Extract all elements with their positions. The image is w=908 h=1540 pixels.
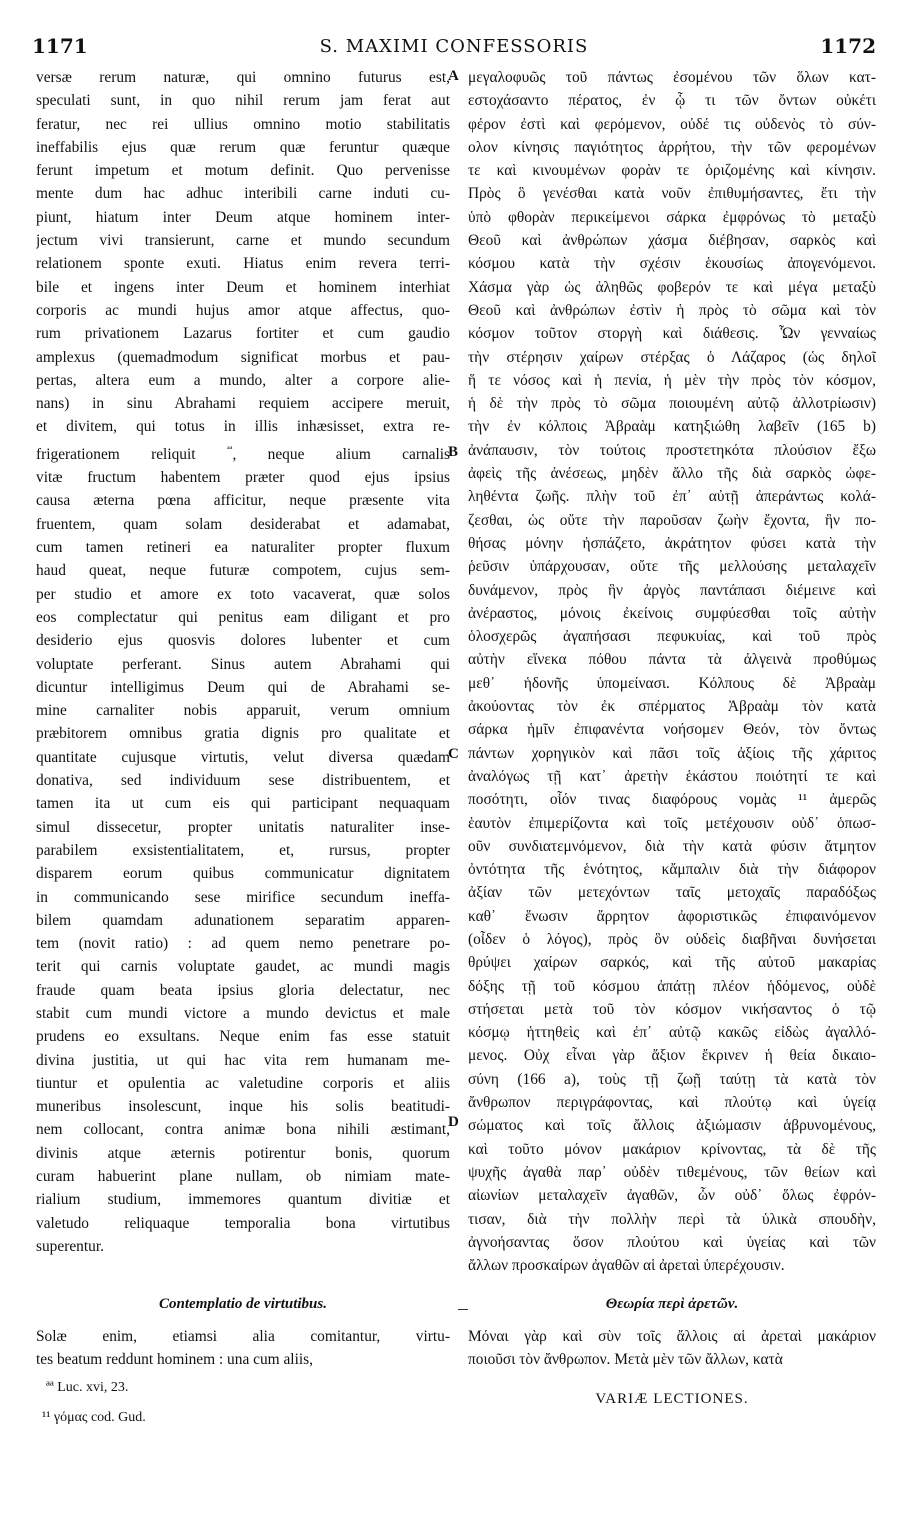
- text-line: speculati sunt, in quo nihil rerum jam ferat aut: [36, 92, 450, 110]
- latin-column: [36, 66, 450, 1258]
- text-line: tamen ita ut cum eis qui participant nequaquam: [36, 795, 450, 813]
- text-line: divina justitia, ut qui hac vita rem humanam me-: [36, 1051, 450, 1069]
- text-line: ἥ τε νόσος καὶ ἡ πενία, ἡ μὲν τὴν πρὸς τὸν κόσμον,: [468, 371, 876, 389]
- text-line: μεθ᾽ ἡδονῆς ὑπομείνασι. Κόλπους δὲ Ἀβραὰμ: [468, 674, 876, 692]
- text-line: terit qui carnis voluptate gaudet, ac mundi magis: [36, 958, 450, 976]
- text-line: relationem sponte exuti. Hiatus enim revera terri-: [36, 255, 450, 273]
- text-line-part: frigerationem reliquit: [36, 445, 227, 463]
- text-line: κόσμῳ ἡττηθεὶς καὶ ἐπ᾽ αὐτῷ κακῶς εἰδὼς ἀγαλλό-: [468, 1024, 876, 1042]
- text-line: αὐτὴν εἵνεκα πόθου πάντα τὰ ἀλγεινὰ προθύμως: [468, 651, 876, 669]
- column-end-rule: [458, 1309, 468, 1310]
- text-line: φέρον ἐστὶ καὶ φερόμενον, οὐδέ τις οὐδενὸς τὸ σύν-: [468, 115, 876, 133]
- text-line: δυνάμενον, πρὸς ἣν ἀργὸς παντάπασι διέμεινε καὶ: [468, 581, 876, 599]
- page-number-right: 1172: [820, 34, 876, 58]
- greek-section-text: [468, 1325, 876, 1372]
- text-line: ineffabilis ejus quæ rerum quæ feruntur quæque: [36, 138, 450, 156]
- variae-lectiones-heading: VARIÆ LECTIONES.: [595, 1391, 749, 1407]
- latin-footnote: ªª Luc. xvi, 23.: [46, 1380, 129, 1395]
- text-line: αἰωνίων μεταλαχεῖν ἀγαθῶν, ὧν οὐδ᾽ ὅλως ἐφρόν-: [468, 1187, 876, 1205]
- text-line: Solæ enim, etiamsi alia comitantur, virtu-: [36, 1328, 450, 1345]
- text-line: parabilem exsistentialitatem, et, rursus, propter: [36, 841, 450, 859]
- greek-footnote: ¹¹ γόμας cod. Gud.: [42, 1410, 146, 1425]
- text-line: ferunt impetum et motum definit. Quo pervenisse: [36, 162, 450, 180]
- page-number-left: 1171: [32, 34, 88, 58]
- text-line: nans) in sinu Abrahami requiem accipere meruit,: [36, 395, 450, 413]
- text-line: præbitorem omnibus gratia dignis pro qualitate et: [36, 725, 450, 743]
- text-line: valetudo reliquaque temporalia bona virtutibus: [36, 1214, 450, 1232]
- text-line: rialium studium, immemores quantum divitiæ et: [36, 1191, 450, 1209]
- text-line: ψυχῆς ἀγαθὰ παρ᾽ οὐδὲν τιθεμένους, τῶν θείων καὶ: [468, 1163, 876, 1181]
- text-line: piunt, hiatum inter Deum atque hominem inter-: [36, 208, 450, 226]
- text-line: Χάσμα γὰρ ὡς ἀληθῶς φοβερόν τε καὶ μέγα μεταξὺ: [468, 278, 876, 296]
- text-line: cum tamen retineri ea naturaliter propter fluxum: [36, 539, 450, 557]
- text-line: fraude quam beata ipsius gloria delectatur, nec: [36, 981, 450, 999]
- margin-letter-b: B: [448, 444, 459, 460]
- text-line: tem (novit ratio) : ad quem nemo penetrare po-: [36, 935, 450, 953]
- text-line: Μόναι γὰρ καὶ σὺν τοῖς ἄλλοις αἱ ἀρεταὶ μακάριον: [468, 1328, 876, 1345]
- text-line: μεγαλοφυῶς τοῦ πάντως ἐσομένου τῶν ὅλων κατ-: [468, 69, 876, 86]
- text-line: τὴν ἐν κόλποις Ἀβραὰμ κατηξιώθη λαβεῖν (165 b): [468, 418, 876, 436]
- text-line: superentur.: [36, 1237, 104, 1255]
- greek-column: [468, 66, 876, 1277]
- text-line: quantitate cujusque virtutis, velut diversa quædam: [36, 748, 450, 766]
- text-line: ἀγνοήσαντας ὅσον πλούτου καὶ ὑγείας καὶ τῶν: [468, 1233, 876, 1251]
- text-line: jectum vivi transierunt, carne et mundo secundum: [36, 232, 450, 250]
- text-line: καὶ τοῦτο μόνον μακάριον κρίνοντας, τὰ δὲ τῆς: [468, 1140, 876, 1158]
- text-line: στήσεται μετὰ τοῦ τὸν κόσμον νικήσαντος ὁ τῷ: [468, 1000, 876, 1018]
- text-line: ολον κίνησις παγιότητος ἀρρήτου, τὴν τῶν φερομένων: [468, 138, 876, 156]
- text-line: εστοχάσαντο πέρατος, ἐν ᾧ τι τῶν ὄντων οὐκέτι: [468, 92, 876, 110]
- text-line: simul dissecetur, propter unitatis naturaliter inse-: [36, 818, 450, 836]
- text-line: disparem eorum quibus communicatur dignitatem: [36, 865, 450, 883]
- text-line: ὁλοσχερῶς ἀγαπήσασι πεφυκυίας, καὶ τοῦ πρὸς: [468, 628, 876, 646]
- text-line: τισαν, διὰ τὴν πολλὴν περὶ τὰ ὑλικὰ σπουδὴν,: [468, 1210, 876, 1228]
- text-line: ἑαυτὸν ἐπιμερίζοντα καὶ τοῖς μετέχουσιν οὐδ᾽ ὁπωσ-: [468, 814, 876, 832]
- text-line: κόσμου κατὰ τὴν σχέσιν ἑκουσίως ἀπογενόμενοι.: [468, 255, 876, 273]
- text-line: θήσας μόνην ἠσπάζετο, ἀκράτητον φύσει κατὰ τὴν: [468, 534, 876, 552]
- text-line: ἀφεὶς τῆς ἀνέσεως, μηδὲν ἄλλο τῆς διὰ σαρκὸς ὠφε-: [468, 465, 876, 483]
- text-line: voluptate perferant. Sinus autem Abrahami qui: [36, 655, 450, 673]
- text-line: bile et ingens inter Deum et hominem interhiat: [36, 278, 450, 296]
- text-line: καθ᾽ ἕνωσιν ἄρρητον ἀφοριστικῶς ἐπιφαινόμενον: [468, 907, 876, 925]
- text-line: donativa, sed individuum sese distribuentem, et: [36, 772, 450, 790]
- text-line: Θεοῦ καὶ ἀνθρώπων ἐστὶν ἡ πρὸς τὸ σῶμα καὶ τὸν: [468, 301, 876, 319]
- text-line: ἄλλων προσκαίρων ἀγαθῶν αἱ ἀρεταὶ ὑπερέχουσιν.: [468, 1257, 785, 1275]
- running-title: S. MAXIMI CONFESSORIS: [319, 36, 589, 57]
- text-line: οῦν συνδιατεμνόμενον, διὰ τὴν κατὰ φύσιν ἄτμητον: [468, 837, 876, 855]
- text-line: causa æterna pœna afficitur, neque præsente vita: [36, 492, 450, 510]
- text-line: ῥεῦσιν ὑπάρχουσαν, οὔτε τῆς μελλούσης μεταλαχεῖν: [468, 558, 876, 576]
- text-line: σύνη (166 a), τοὺς τῇ ζωῇ ταύτῃ τὰ κατὰ τὸν: [468, 1070, 876, 1088]
- text-line: stabit cum mundi victore a mundo devictus et male: [36, 1005, 450, 1022]
- text-line: πάντων χορηγικὸν καὶ πᾶσι τοῖς ἀξίοις τῆς χάριτος: [468, 744, 876, 762]
- text-line: feratur, nec rei ullius omnino motio stabilitatis: [36, 115, 450, 133]
- text-line: [36, 439, 450, 466]
- margin-letter-d: D: [448, 1114, 459, 1130]
- text-line: τε καὶ κινουμένων φορὰν τε ὁριζομένης καὶ κίνησιν.: [468, 162, 876, 180]
- text-line: et divitem, qui totus in illis inhæsisset, extra re-: [36, 418, 450, 436]
- text-line: in communicando sese mirifice secundum ineffa-: [36, 888, 450, 906]
- text-line: ληθέντα ζωῆς. πλὴν τοῦ ἐπ᾽ αὐτῇ ἀπεράντως κολά-: [468, 488, 876, 506]
- text-line: haud queat, neque futuræ compotem, cujus sem-: [36, 562, 450, 580]
- text-line: mine carnaliter nobis apparuit, verum omnium: [36, 702, 450, 720]
- text-line-part: , neque alium carnalis: [232, 445, 450, 463]
- text-line: tes beatum reddunt hominem : una cum aliis,: [36, 1351, 313, 1369]
- text-line: rum privationem Lazarus fortiter et cum gaudio: [36, 325, 450, 343]
- margin-letter-a: A: [448, 68, 459, 84]
- text-line: (οἶδεν ὁ λόγος), πρὸς ὃν οὐδεὶς διαβῆναι δυνήσεται: [468, 930, 876, 948]
- text-line: amplexus (quemadmodum significat morbus et pau-: [36, 348, 450, 366]
- text-line: ἀνέραστος, μόνοις ἐκείνοις συμφύεσθαι τοῖς αὐτὴν: [468, 604, 876, 622]
- text-line: pertas, altera eum a mundo, alter a corpore alie-: [36, 371, 450, 389]
- text-line: ἄνθρωπον περιγράφοντας, καὶ πλούτῳ καὶ ὑγείᾳ: [468, 1094, 876, 1112]
- latin-section-text: [36, 1325, 450, 1372]
- text-line: vitæ fructum habentem præter quod ejus ipsius: [36, 469, 450, 487]
- page-header: [32, 34, 876, 62]
- text-line: muneribus insolescunt, inque his solis beatitudi-: [36, 1098, 450, 1116]
- text-line: desiderio ejus quosvis dolores lubenter et cum: [36, 632, 450, 650]
- text-line: θρύψει χαίρων σαρκός, καὶ τῆς αὐτοῦ μακαρίας: [468, 954, 876, 972]
- footnote-mark: ªª: [226, 444, 233, 456]
- text-line: ἀναλόγως τῇ κατ᾽ ἀρετὴν ἑκάστου ποιότητί τε καὶ: [468, 767, 876, 785]
- text-line: tiuntur et opulentia ac valetudine corporis et aliis: [36, 1074, 450, 1092]
- text-line: ζεσθαι, ὡς οὔτε τὴν παροῦσαν ζωὴν ἔχοντα, ἣν πο-: [468, 511, 876, 529]
- text-line: dicuntur intelligimus Deum qui de Abrahami se-: [36, 678, 450, 696]
- text-line: ποιοῦσι τὸν ἄνθρωπον. Μετὰ μὲν τῶν ἄλλων, κατὰ: [468, 1351, 783, 1369]
- greek-section-title: Θεωρία περὶ ἀρετῶν.: [605, 1296, 739, 1312]
- text-line: ἀξίαν τῶν μετεχόντων ταῖς μετοχαῖς παραδόξως: [468, 884, 876, 902]
- text-line: prudens eo exsultans. Neque enim fas esse statuit: [36, 1028, 450, 1046]
- text-line: ὀντότητα τῆς ἑνότητος, κἄμπαλιν διὰ τὴν διάφορον: [468, 861, 876, 879]
- text-line: fruentem, quam solam desiderabat et adamabat,: [36, 515, 450, 533]
- text-line: per studio et amore ex toto vacaverat, quæ solos: [36, 585, 450, 603]
- text-line: ὑπὸ φθορὰν περικείμενοι σάρκα ἐμφρόνως τὸ μεταξὺ: [468, 208, 876, 226]
- text-line: ἡ δὲ τὴν πρὸς τὸ σῶμα ποιουμένη αὐτῷ ἀλλοτρίωσιν): [468, 395, 876, 413]
- text-line: eos complectatur qui penitus eam diligant et pro: [36, 608, 450, 626]
- text-line: σώματος καὶ τοῖς ἄλλοις ἀξιώμασιν ἁβρυνομένους,: [468, 1117, 876, 1135]
- text-line: ἀκούοντας τὸν ἐκ σπέρματος Ἀβραὰμ τὸν κατὰ: [468, 698, 876, 716]
- text-line: μενος. Οὐχ εἶναι γὰρ ἄξιον ἔκρινεν ἡ θεία δικαιο-: [468, 1047, 876, 1065]
- margin-letter-c: C: [448, 746, 459, 762]
- latin-section-title: Contemplatio de virtutibus.: [159, 1296, 327, 1312]
- text-line: mente dum hac adhuc interibili carne induti cu-: [36, 185, 450, 203]
- text-line: curam habuerint plane nullam, ob nimiam mate-: [36, 1168, 450, 1186]
- text-line: bilem quamdam adunationem separatim apparen-: [36, 911, 450, 929]
- text-line: Θεοῦ καὶ ἀνθρώπων χάσμα διέβησαν, σαρκὸς καὶ: [468, 232, 876, 250]
- text-line: σάρκα ἡμῖν ἐπιφανέντα νοήσομεν Θεόν, τὸν ὄντως: [468, 721, 876, 739]
- text-line: ποσότητι, οἷόν τινας διαφόρους νομὰς ¹¹ ἀμερῶς: [468, 791, 876, 809]
- text-line: versæ rerum naturæ, qui omnino futurus est,: [36, 69, 450, 86]
- text-line: corporis ac mundi hujus amor atque affectus, quo-: [36, 301, 450, 319]
- text-line: κόσμον τοῦτον στοργὴ καὶ διάθεσις. Ὧν γενναίως: [468, 325, 876, 343]
- text-line: δόξης τῇ τοῦ κόσμου ἀπάτῃ πλέον ἡδόμενος, οὐδὲ: [468, 977, 876, 995]
- text-line: nem collocant, contra animæ bona nihili æstimant,: [36, 1121, 450, 1139]
- text-line: divinis atque æternis potirentur bonis, quorum: [36, 1144, 450, 1162]
- text-line: ἀνάπαυσιν, τὸν τούτοις προστετηκότα πλούσιον ἔξω: [468, 441, 876, 459]
- text-line: τὴν στέρησιν χαίρων στέρξας ὁ Λάζαρος (ὡς δηλοῖ: [468, 348, 876, 366]
- text-line: Πρὸς ὃ γενέσθαι κατὰ νοῦν ἐπιθυμήσαντες, ἔτι τὴν: [468, 185, 876, 203]
